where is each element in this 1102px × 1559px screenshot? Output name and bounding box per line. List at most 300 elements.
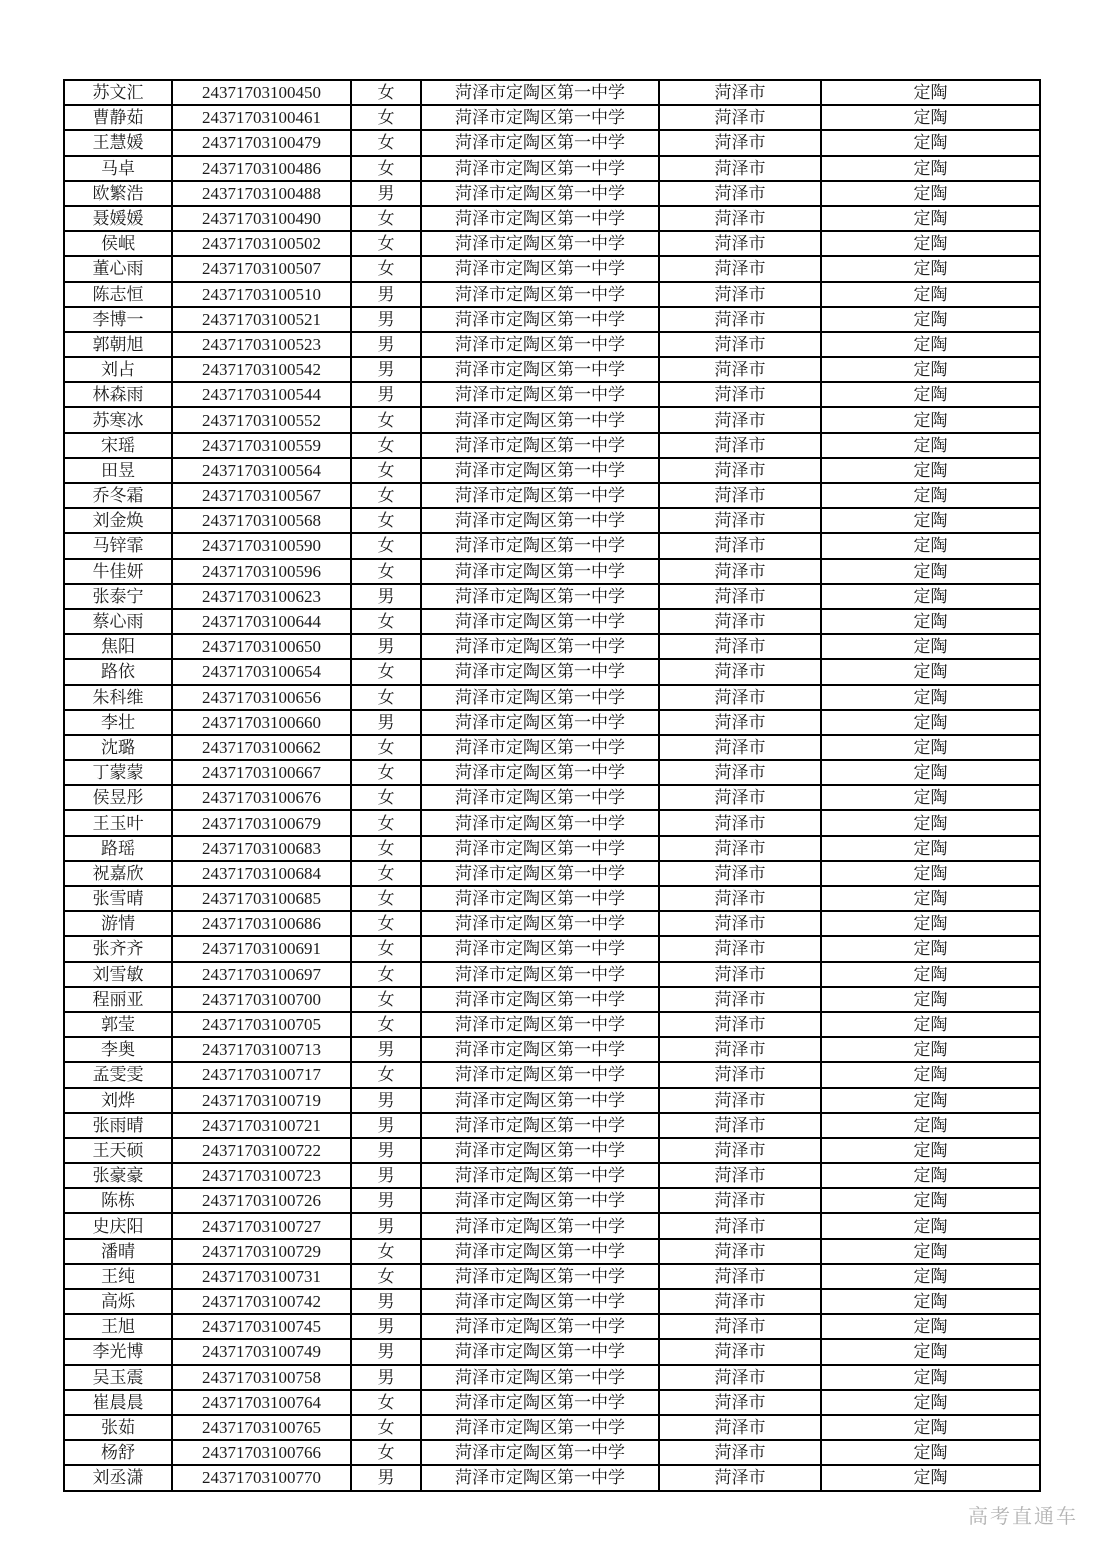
- cell-name: 李壮: [64, 710, 172, 735]
- cell-gender: 女: [351, 659, 421, 684]
- table-row: [64, 685, 1040, 710]
- table-row: [64, 1138, 1040, 1163]
- table-row: [64, 1062, 1040, 1087]
- cell-city: 菏泽市: [659, 1213, 821, 1238]
- table-row: [64, 735, 1040, 760]
- cell-exam-id: 24371703100705: [172, 1012, 351, 1037]
- cell-exam-id: 24371703100722: [172, 1138, 351, 1163]
- table-row: [64, 1314, 1040, 1339]
- table-row: [64, 810, 1040, 835]
- cell-city: 菏泽市: [659, 685, 821, 710]
- cell-school: 菏泽市定陶区第一中学: [421, 256, 659, 281]
- cell-exam-id: 24371703100723: [172, 1163, 351, 1188]
- cell-school: 菏泽市定陶区第一中学: [421, 407, 659, 432]
- cell-name: 王天硕: [64, 1138, 172, 1163]
- cell-city: 菏泽市: [659, 1138, 821, 1163]
- table-row: [64, 231, 1040, 256]
- watermark-logo: 高考直通车: [968, 1506, 1078, 1528]
- cell-gender: 女: [351, 130, 421, 155]
- cell-exam-id: 24371703100684: [172, 861, 351, 886]
- cell-city: 菏泽市: [659, 458, 821, 483]
- cell-district: 定陶: [821, 1465, 1040, 1490]
- cell-city: 菏泽市: [659, 1440, 821, 1465]
- cell-name: 聂媛媛: [64, 206, 172, 231]
- cell-city: 菏泽市: [659, 785, 821, 810]
- cell-name: 郭朝旭: [64, 332, 172, 357]
- cell-name: 史庆阳: [64, 1213, 172, 1238]
- cell-district: 定陶: [821, 533, 1040, 558]
- cell-district: 定陶: [821, 735, 1040, 760]
- cell-exam-id: 24371703100770: [172, 1465, 351, 1490]
- cell-exam-id: 24371703100700: [172, 987, 351, 1012]
- cell-gender: 女: [351, 1062, 421, 1087]
- cell-exam-id: 24371703100667: [172, 760, 351, 785]
- table-row: [64, 1339, 1040, 1364]
- cell-name: 潘晴: [64, 1239, 172, 1264]
- cell-name: 侯岷: [64, 231, 172, 256]
- cell-district: 定陶: [821, 1365, 1040, 1390]
- cell-exam-id: 24371703100758: [172, 1365, 351, 1390]
- cell-city: 菏泽市: [659, 307, 821, 332]
- cell-exam-id: 24371703100726: [172, 1188, 351, 1213]
- cell-gender: 女: [351, 156, 421, 181]
- cell-school: 菏泽市定陶区第一中学: [421, 962, 659, 987]
- cell-gender: 男: [351, 634, 421, 659]
- cell-city: 菏泽市: [659, 1163, 821, 1188]
- table-row: [64, 1440, 1040, 1465]
- cell-name: 李博一: [64, 307, 172, 332]
- cell-school: 菏泽市定陶区第一中学: [421, 1365, 659, 1390]
- cell-name: 高烁: [64, 1289, 172, 1314]
- cell-district: 定陶: [821, 256, 1040, 281]
- table-row: [64, 206, 1040, 231]
- cell-exam-id: 24371703100510: [172, 282, 351, 307]
- cell-school: 菏泽市定陶区第一中学: [421, 282, 659, 307]
- cell-district: 定陶: [821, 584, 1040, 609]
- cell-school: 菏泽市定陶区第一中学: [421, 659, 659, 684]
- cell-district: 定陶: [821, 836, 1040, 861]
- cell-gender: 男: [351, 1213, 421, 1238]
- cell-gender: 男: [351, 332, 421, 357]
- cell-gender: 女: [351, 1390, 421, 1415]
- cell-gender: 男: [351, 1314, 421, 1339]
- cell-gender: 女: [351, 80, 421, 105]
- cell-exam-id: 24371703100623: [172, 584, 351, 609]
- cell-name: 张雨晴: [64, 1113, 172, 1138]
- cell-district: 定陶: [821, 1037, 1040, 1062]
- cell-city: 菏泽市: [659, 886, 821, 911]
- cell-gender: 男: [351, 1088, 421, 1113]
- cell-district: 定陶: [821, 1339, 1040, 1364]
- cell-city: 菏泽市: [659, 1062, 821, 1087]
- cell-district: 定陶: [821, 1415, 1040, 1440]
- cell-name: 马卓: [64, 156, 172, 181]
- cell-district: 定陶: [821, 130, 1040, 155]
- cell-name: 董心雨: [64, 256, 172, 281]
- cell-exam-id: 24371703100567: [172, 483, 351, 508]
- cell-exam-id: 24371703100686: [172, 911, 351, 936]
- table-row: [64, 1088, 1040, 1113]
- cell-name: 吴玉震: [64, 1365, 172, 1390]
- table-row: [64, 559, 1040, 584]
- cell-school: 菏泽市定陶区第一中学: [421, 936, 659, 961]
- cell-school: 菏泽市定陶区第一中学: [421, 156, 659, 181]
- cell-city: 菏泽市: [659, 836, 821, 861]
- cell-gender: 男: [351, 282, 421, 307]
- cell-district: 定陶: [821, 483, 1040, 508]
- cell-exam-id: 24371703100765: [172, 1415, 351, 1440]
- table-row: [64, 433, 1040, 458]
- cell-name: 侯昱彤: [64, 785, 172, 810]
- cell-name: 孟雯雯: [64, 1062, 172, 1087]
- cell-name: 王旭: [64, 1314, 172, 1339]
- cell-gender: 男: [351, 584, 421, 609]
- cell-district: 定陶: [821, 1213, 1040, 1238]
- cell-city: 菏泽市: [659, 231, 821, 256]
- cell-school: 菏泽市定陶区第一中学: [421, 760, 659, 785]
- cell-school: 菏泽市定陶区第一中学: [421, 634, 659, 659]
- cell-school: 菏泽市定陶区第一中学: [421, 1415, 659, 1440]
- cell-name: 王纯: [64, 1264, 172, 1289]
- table-row: [64, 1188, 1040, 1213]
- table-row: [64, 105, 1040, 130]
- cell-school: 菏泽市定陶区第一中学: [421, 357, 659, 382]
- student-roster-table: [63, 79, 1041, 1492]
- cell-exam-id: 24371703100542: [172, 357, 351, 382]
- cell-name: 蔡心雨: [64, 609, 172, 634]
- cell-school: 菏泽市定陶区第一中学: [421, 1440, 659, 1465]
- table-row: [64, 156, 1040, 181]
- table-row: [64, 1113, 1040, 1138]
- cell-name: 杨舒: [64, 1440, 172, 1465]
- cell-district: 定陶: [821, 911, 1040, 936]
- cell-exam-id: 24371703100697: [172, 962, 351, 987]
- cell-gender: 男: [351, 181, 421, 206]
- cell-gender: 女: [351, 609, 421, 634]
- cell-name: 崔晨晨: [64, 1390, 172, 1415]
- table-row: [64, 282, 1040, 307]
- cell-city: 菏泽市: [659, 508, 821, 533]
- cell-district: 定陶: [821, 80, 1040, 105]
- cell-name: 丁蒙蒙: [64, 760, 172, 785]
- cell-name: 焦阳: [64, 634, 172, 659]
- cell-exam-id: 24371703100590: [172, 533, 351, 558]
- table-row: [64, 508, 1040, 533]
- cell-school: 菏泽市定陶区第一中学: [421, 861, 659, 886]
- cell-city: 菏泽市: [659, 181, 821, 206]
- table-row: [64, 1163, 1040, 1188]
- cell-name: 李奥: [64, 1037, 172, 1062]
- cell-name: 苏寒冰: [64, 407, 172, 432]
- cell-school: 菏泽市定陶区第一中学: [421, 382, 659, 407]
- cell-exam-id: 24371703100749: [172, 1339, 351, 1364]
- cell-school: 菏泽市定陶区第一中学: [421, 1239, 659, 1264]
- cell-school: 菏泽市定陶区第一中学: [421, 987, 659, 1012]
- table-row: [64, 936, 1040, 961]
- cell-name: 张齐齐: [64, 936, 172, 961]
- table-row: [64, 1365, 1040, 1390]
- table-row: [64, 332, 1040, 357]
- cell-name: 刘烨: [64, 1088, 172, 1113]
- cell-name: 田昱: [64, 458, 172, 483]
- cell-name: 陈志恒: [64, 282, 172, 307]
- table-row: [64, 80, 1040, 105]
- cell-name: 刘金焕: [64, 508, 172, 533]
- cell-school: 菏泽市定陶区第一中学: [421, 1088, 659, 1113]
- cell-district: 定陶: [821, 785, 1040, 810]
- cell-exam-id: 24371703100679: [172, 810, 351, 835]
- cell-gender: 女: [351, 886, 421, 911]
- cell-name: 刘占: [64, 357, 172, 382]
- table-row: [64, 1239, 1040, 1264]
- cell-school: 菏泽市定陶区第一中学: [421, 105, 659, 130]
- table-row: [64, 1415, 1040, 1440]
- cell-name: 苏文汇: [64, 80, 172, 105]
- cell-gender: 女: [351, 1440, 421, 1465]
- cell-name: 祝嘉欣: [64, 861, 172, 886]
- cell-district: 定陶: [821, 634, 1040, 659]
- cell-gender: 女: [351, 1415, 421, 1440]
- cell-district: 定陶: [821, 206, 1040, 231]
- cell-exam-id: 24371703100490: [172, 206, 351, 231]
- cell-city: 菏泽市: [659, 1188, 821, 1213]
- cell-school: 菏泽市定陶区第一中学: [421, 1390, 659, 1415]
- cell-school: 菏泽市定陶区第一中学: [421, 836, 659, 861]
- table-row: [64, 1390, 1040, 1415]
- table-row: [64, 836, 1040, 861]
- cell-exam-id: 24371703100731: [172, 1264, 351, 1289]
- cell-city: 菏泽市: [659, 987, 821, 1012]
- cell-district: 定陶: [821, 1390, 1040, 1415]
- cell-district: 定陶: [821, 936, 1040, 961]
- table-row: [64, 1465, 1040, 1490]
- cell-exam-id: 24371703100685: [172, 886, 351, 911]
- cell-city: 菏泽市: [659, 332, 821, 357]
- cell-district: 定陶: [821, 508, 1040, 533]
- cell-district: 定陶: [821, 1062, 1040, 1087]
- cell-school: 菏泽市定陶区第一中学: [421, 1264, 659, 1289]
- cell-district: 定陶: [821, 407, 1040, 432]
- cell-gender: 女: [351, 861, 421, 886]
- cell-school: 菏泽市定陶区第一中学: [421, 911, 659, 936]
- cell-city: 菏泽市: [659, 1314, 821, 1339]
- cell-school: 菏泽市定陶区第一中学: [421, 1062, 659, 1087]
- table-row: [64, 1289, 1040, 1314]
- table-row: [64, 609, 1040, 634]
- cell-exam-id: 24371703100656: [172, 685, 351, 710]
- cell-name: 林森雨: [64, 382, 172, 407]
- cell-school: 菏泽市定陶区第一中学: [421, 307, 659, 332]
- cell-city: 菏泽市: [659, 1037, 821, 1062]
- cell-name: 乔冬霜: [64, 483, 172, 508]
- cell-district: 定陶: [821, 1264, 1040, 1289]
- cell-district: 定陶: [821, 1113, 1040, 1138]
- cell-city: 菏泽市: [659, 936, 821, 961]
- cell-district: 定陶: [821, 710, 1040, 735]
- table-row: [64, 256, 1040, 281]
- cell-city: 菏泽市: [659, 962, 821, 987]
- cell-district: 定陶: [821, 231, 1040, 256]
- table-row: [64, 962, 1040, 987]
- cell-school: 菏泽市定陶区第一中学: [421, 785, 659, 810]
- cell-city: 菏泽市: [659, 1339, 821, 1364]
- cell-school: 菏泽市定陶区第一中学: [421, 735, 659, 760]
- cell-name: 曹静茹: [64, 105, 172, 130]
- cell-gender: 女: [351, 458, 421, 483]
- table-row: [64, 911, 1040, 936]
- cell-district: 定陶: [821, 1314, 1040, 1339]
- cell-district: 定陶: [821, 987, 1040, 1012]
- cell-school: 菏泽市定陶区第一中学: [421, 1465, 659, 1490]
- cell-name: 游情: [64, 911, 172, 936]
- cell-school: 菏泽市定陶区第一中学: [421, 810, 659, 835]
- cell-district: 定陶: [821, 1012, 1040, 1037]
- cell-name: 张茹: [64, 1415, 172, 1440]
- cell-exam-id: 24371703100727: [172, 1213, 351, 1238]
- cell-gender: 男: [351, 1037, 421, 1062]
- cell-exam-id: 24371703100717: [172, 1062, 351, 1087]
- table-row: [64, 1213, 1040, 1238]
- cell-gender: 女: [351, 962, 421, 987]
- cell-school: 菏泽市定陶区第一中学: [421, 1037, 659, 1062]
- cell-school: 菏泽市定陶区第一中学: [421, 533, 659, 558]
- cell-school: 菏泽市定陶区第一中学: [421, 1339, 659, 1364]
- cell-exam-id: 24371703100676: [172, 785, 351, 810]
- cell-name: 王慧媛: [64, 130, 172, 155]
- cell-city: 菏泽市: [659, 1289, 821, 1314]
- cell-district: 定陶: [821, 1138, 1040, 1163]
- cell-exam-id: 24371703100650: [172, 634, 351, 659]
- cell-exam-id: 24371703100719: [172, 1088, 351, 1113]
- cell-gender: 男: [351, 1339, 421, 1364]
- cell-gender: 男: [351, 1365, 421, 1390]
- cell-city: 菏泽市: [659, 1088, 821, 1113]
- cell-name: 张泰宁: [64, 584, 172, 609]
- cell-district: 定陶: [821, 1440, 1040, 1465]
- table-row: [64, 584, 1040, 609]
- cell-name: 程丽亚: [64, 987, 172, 1012]
- cell-school: 菏泽市定陶区第一中学: [421, 458, 659, 483]
- cell-gender: 男: [351, 1188, 421, 1213]
- cell-name: 马锌霏: [64, 533, 172, 558]
- cell-name: 刘丞潇: [64, 1465, 172, 1490]
- cell-exam-id: 24371703100596: [172, 559, 351, 584]
- cell-gender: 男: [351, 382, 421, 407]
- cell-city: 菏泽市: [659, 1239, 821, 1264]
- cell-name: 欧繁浩: [64, 181, 172, 206]
- cell-school: 菏泽市定陶区第一中学: [421, 231, 659, 256]
- cell-city: 菏泽市: [659, 760, 821, 785]
- cell-city: 菏泽市: [659, 609, 821, 634]
- cell-gender: 男: [351, 1113, 421, 1138]
- table-row: [64, 785, 1040, 810]
- cell-gender: 女: [351, 810, 421, 835]
- table-row: [64, 130, 1040, 155]
- cell-district: 定陶: [821, 1239, 1040, 1264]
- cell-gender: 女: [351, 685, 421, 710]
- cell-name: 陈栋: [64, 1188, 172, 1213]
- cell-exam-id: 24371703100713: [172, 1037, 351, 1062]
- cell-city: 菏泽市: [659, 710, 821, 735]
- cell-district: 定陶: [821, 1188, 1040, 1213]
- cell-district: 定陶: [821, 559, 1040, 584]
- cell-exam-id: 24371703100691: [172, 936, 351, 961]
- cell-exam-id: 24371703100654: [172, 659, 351, 684]
- cell-gender: 女: [351, 206, 421, 231]
- table-row: [64, 458, 1040, 483]
- table-row: [64, 710, 1040, 735]
- cell-district: 定陶: [821, 760, 1040, 785]
- table-row: [64, 533, 1040, 558]
- cell-name: 张豪豪: [64, 1163, 172, 1188]
- table-row: [64, 886, 1040, 911]
- cell-gender: 男: [351, 1138, 421, 1163]
- cell-city: 菏泽市: [659, 533, 821, 558]
- cell-district: 定陶: [821, 609, 1040, 634]
- cell-exam-id: 24371703100552: [172, 407, 351, 432]
- cell-school: 菏泽市定陶区第一中学: [421, 1163, 659, 1188]
- cell-exam-id: 24371703100764: [172, 1390, 351, 1415]
- cell-exam-id: 24371703100662: [172, 735, 351, 760]
- cell-city: 菏泽市: [659, 861, 821, 886]
- cell-district: 定陶: [821, 1289, 1040, 1314]
- cell-school: 菏泽市定陶区第一中学: [421, 206, 659, 231]
- cell-district: 定陶: [821, 357, 1040, 382]
- cell-city: 菏泽市: [659, 382, 821, 407]
- cell-exam-id: 24371703100729: [172, 1239, 351, 1264]
- table-row: [64, 659, 1040, 684]
- cell-gender: 女: [351, 911, 421, 936]
- cell-city: 菏泽市: [659, 282, 821, 307]
- cell-gender: 女: [351, 105, 421, 130]
- table-row: [64, 1037, 1040, 1062]
- cell-name: 牛佳妍: [64, 559, 172, 584]
- roster-table-body: [64, 80, 1040, 1491]
- cell-exam-id: 24371703100461: [172, 105, 351, 130]
- cell-exam-id: 24371703100721: [172, 1113, 351, 1138]
- cell-city: 菏泽市: [659, 1415, 821, 1440]
- cell-name: 李光博: [64, 1339, 172, 1364]
- cell-exam-id: 24371703100660: [172, 710, 351, 735]
- cell-city: 菏泽市: [659, 735, 821, 760]
- cell-school: 菏泽市定陶区第一中学: [421, 433, 659, 458]
- cell-gender: 女: [351, 735, 421, 760]
- cell-school: 菏泽市定陶区第一中学: [421, 1188, 659, 1213]
- cell-name: 路瑶: [64, 836, 172, 861]
- cell-school: 菏泽市定陶区第一中学: [421, 1012, 659, 1037]
- cell-school: 菏泽市定陶区第一中学: [421, 609, 659, 634]
- cell-gender: 女: [351, 936, 421, 961]
- cell-school: 菏泽市定陶区第一中学: [421, 508, 659, 533]
- cell-gender: 女: [351, 1239, 421, 1264]
- cell-exam-id: 24371703100742: [172, 1289, 351, 1314]
- cell-gender: 女: [351, 508, 421, 533]
- cell-school: 菏泽市定陶区第一中学: [421, 886, 659, 911]
- cell-gender: 男: [351, 710, 421, 735]
- cell-city: 菏泽市: [659, 1264, 821, 1289]
- cell-exam-id: 24371703100486: [172, 156, 351, 181]
- table-row: [64, 987, 1040, 1012]
- cell-district: 定陶: [821, 861, 1040, 886]
- cell-city: 菏泽市: [659, 1465, 821, 1490]
- cell-city: 菏泽市: [659, 1365, 821, 1390]
- cell-gender: 男: [351, 357, 421, 382]
- cell-school: 菏泽市定陶区第一中学: [421, 1314, 659, 1339]
- cell-exam-id: 24371703100523: [172, 332, 351, 357]
- cell-city: 菏泽市: [659, 634, 821, 659]
- cell-city: 菏泽市: [659, 1113, 821, 1138]
- cell-district: 定陶: [821, 382, 1040, 407]
